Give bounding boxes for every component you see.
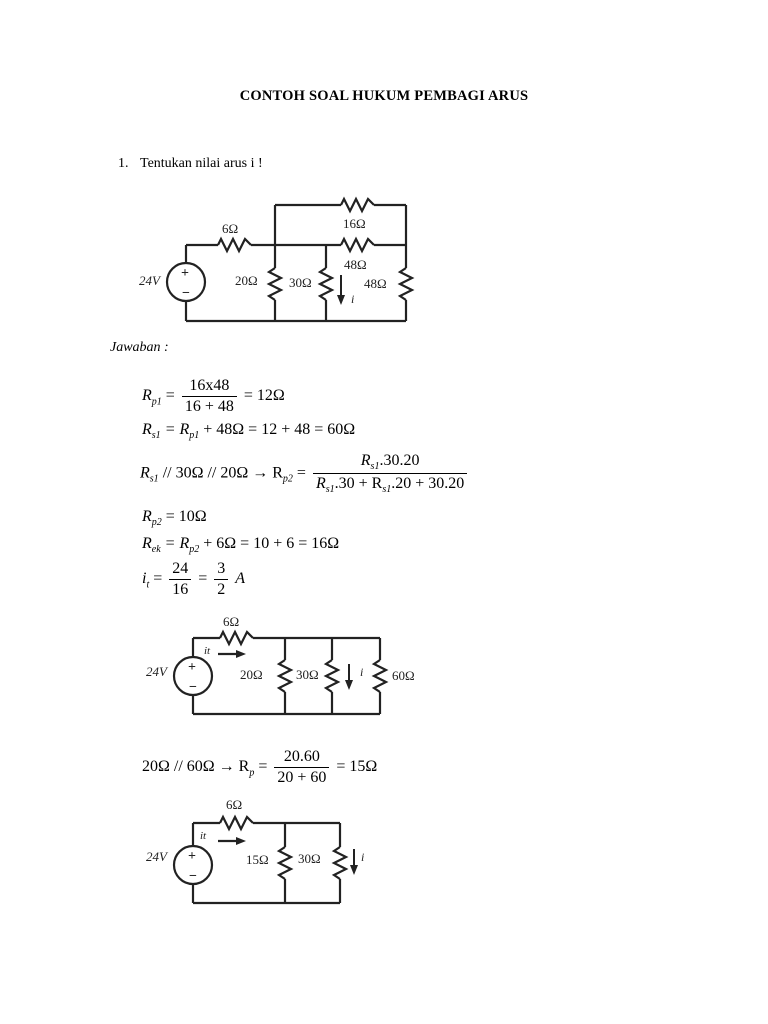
total-current-label: it xyxy=(204,645,211,657)
resistor-30-label: 30Ω xyxy=(296,667,319,682)
current-label: i xyxy=(351,292,355,306)
total-current-label: it xyxy=(200,830,207,842)
resistor-20-label: 20Ω xyxy=(240,667,263,682)
equation-rp: $20\Omega // 60\Omega \to R_p$ = $\frac{20.60}{20 + 60}$ = 15Ω xyxy=(142,748,378,786)
equation-rek: $R_{ek} = R_{p2} + 6\Omega = 10 + 6 = 16\Omega$ xyxy=(142,535,340,556)
circuit-diagram-3 xyxy=(140,795,370,910)
resistor-20-label: 20Ω xyxy=(235,273,258,288)
answer-label: Jawaban : xyxy=(110,340,169,355)
plus-sign: + xyxy=(181,266,189,281)
plus-sign: + xyxy=(188,849,196,864)
minus-sign: − xyxy=(189,680,197,695)
plus-sign: + xyxy=(188,660,196,675)
equation-rp2: $R_{p2} = 10\Omega$ xyxy=(142,508,207,529)
resistor-6-label: 6Ω xyxy=(223,614,240,629)
question-text: Tentukan nilai arus i ! xyxy=(140,156,263,171)
question-number: 1. xyxy=(118,156,129,171)
minus-sign: − xyxy=(189,869,197,884)
resistor-15-label: 15Ω xyxy=(246,852,269,867)
resistor-30-label: 30Ω xyxy=(289,275,312,290)
resistor-6-label: 6Ω xyxy=(222,221,239,236)
equation-rp2-definition: $R_{s1} // 30\Omega // 20\Omega \to R_{p2}$ = $\frac{R_{s1}.30.20}{R_{s1}.30 + R_{s1}.20 + 30.20}$ xyxy=(140,452,470,495)
source-label: 24V xyxy=(146,664,167,679)
resistor-48-right-label: 48Ω xyxy=(364,276,387,291)
equation-rp1: $R_{p1}$ = $\frac{16x48}{16 + 48}$ = 12Ω xyxy=(142,377,285,415)
resistor-48-mid-label: 48Ω xyxy=(344,257,367,272)
circuit-diagram-1 xyxy=(138,195,428,330)
current-label: i xyxy=(361,850,365,864)
source-label: 24V xyxy=(139,273,160,288)
resistor-30-label: 30Ω xyxy=(298,851,321,866)
page-title: CONTOH SOAL HUKUM PEMBAGI ARUS xyxy=(239,88,529,104)
source-label: 24V xyxy=(146,849,167,864)
minus-sign: − xyxy=(182,286,190,301)
equation-rs1: $R_{s1} = R_{p1} + 48\Omega = 12 + 48 = 60\Omega$ xyxy=(142,421,356,442)
resistor-16-label: 16Ω xyxy=(343,216,366,231)
resistor-6-label: 6Ω xyxy=(226,797,243,812)
equation-total-current: $i_t$ = $\frac{24}{16}$ = $\frac{3}{2}$ A xyxy=(142,560,246,598)
resistor-60-label: 60Ω xyxy=(392,668,415,683)
circuit-diagram-2 xyxy=(140,610,430,720)
current-label: i xyxy=(360,665,364,679)
